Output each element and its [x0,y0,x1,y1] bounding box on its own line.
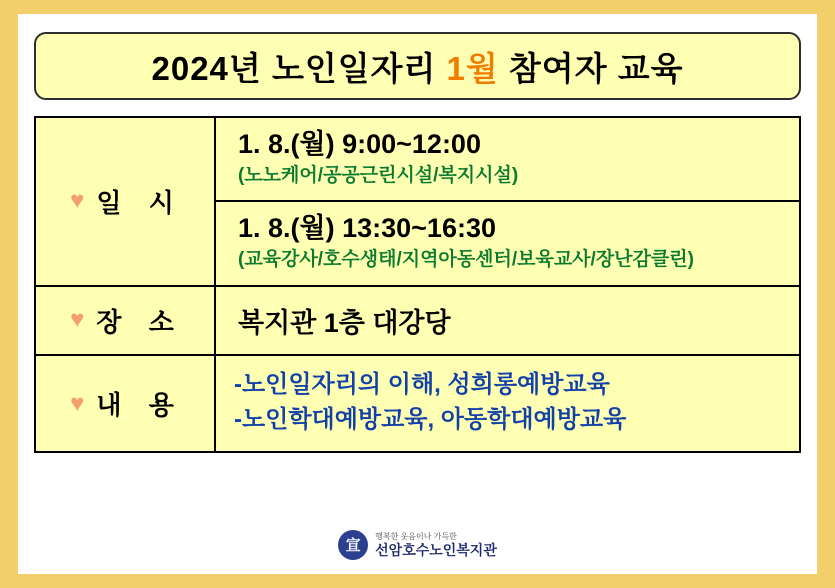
heart-icon: ♥ [70,187,85,215]
cell-session-2 [215,201,800,285]
title-part-1: 2024년 노인일자리 [151,49,447,87]
content-line-1: -노인일자리의 이해, 성희롱예방교육 [234,370,610,398]
session-1-block [216,118,799,200]
title-accent-month: 1월 [446,49,499,87]
label-inner-content [36,385,214,422]
row-label-place [35,286,215,355]
place-label-text: 장 소 [96,306,184,337]
label-inner-place [36,302,214,339]
content-value-block [216,356,799,452]
organization-logo-text [375,532,497,557]
heart-icon: ♥ [70,389,85,417]
cell-place-value [215,286,800,355]
footer-logo [18,530,817,560]
session-1-time: 1. 8.(월) 9:00~12:00 [238,129,481,159]
schedule-table [34,116,801,453]
session-2-block [216,202,799,284]
table-row-content [35,355,800,453]
content-label-text: 내 용 [96,390,184,421]
poster-page [18,14,817,574]
heart-icon: ♥ [70,306,85,334]
content-line-2: -노인학대예방교육, 아동학대예방교육 [234,405,627,433]
table-row-datetime-1 [35,117,800,201]
table-row-place [35,286,800,355]
page-title [152,43,684,90]
organization-logo-icon: 宣 [338,530,368,560]
label-inner-datetime [36,183,214,220]
session-2-groups: (교육강사/호수생태/지역아동센터/보육교사/장난감클린) [238,249,694,271]
poster-title-box [34,32,801,100]
datetime-label-text: 일 시 [96,187,184,218]
cell-session-1 [215,117,800,201]
organization-name: 선암호수노인복지관 [375,541,497,558]
cell-content-value [215,355,800,453]
session-2-time: 1. 8.(월) 13:30~16:30 [238,213,496,244]
organization-slogan: 행복한 웃음이나 가득한 [375,532,457,542]
place-value-text: 복지관 1층 대강당 [238,307,451,338]
session-1-groups: (노노케어/공공근린시설/복지시설) [238,164,519,186]
row-label-datetime [35,117,215,286]
row-label-content [35,355,215,453]
title-part-2: 참여자 교육 [498,49,684,87]
